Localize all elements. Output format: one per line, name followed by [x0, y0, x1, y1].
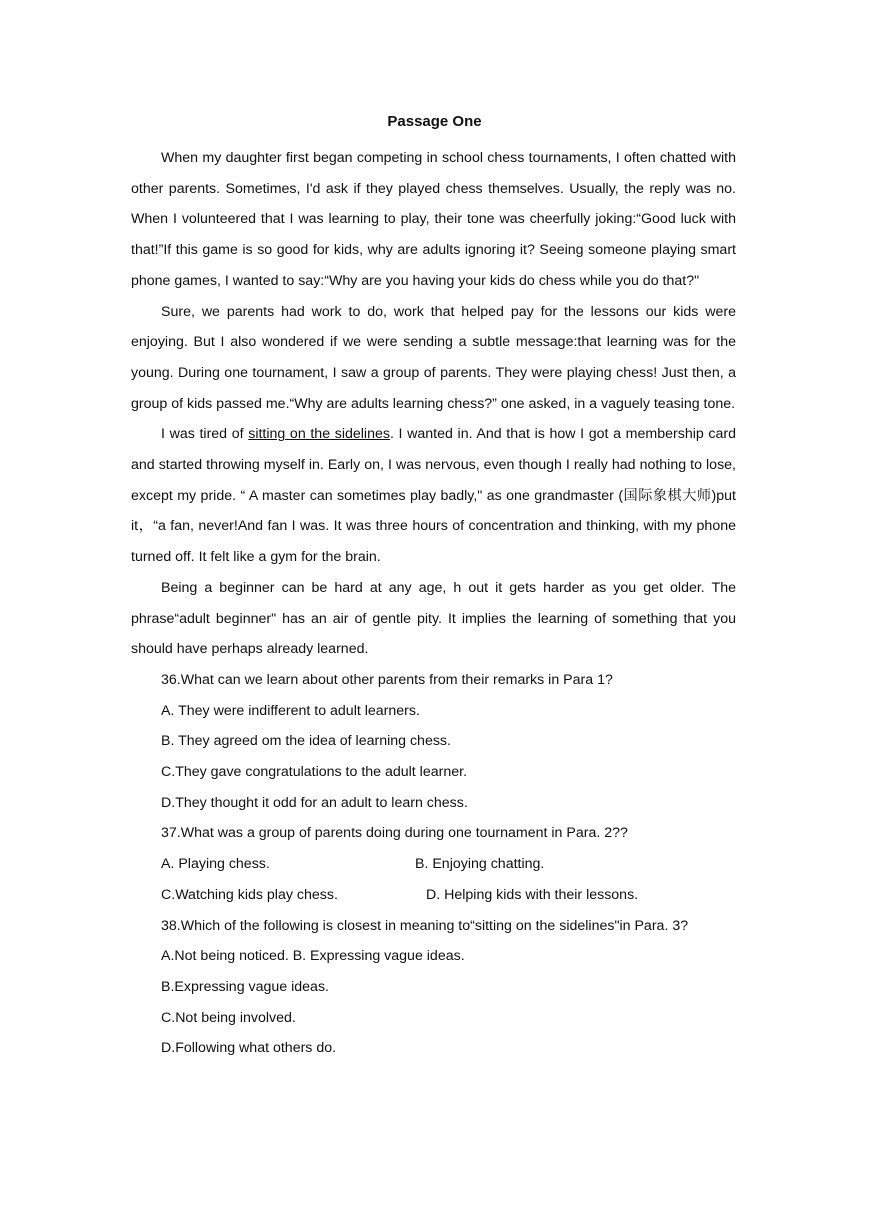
paragraph-1: When my daughter first began competing in school chess tournaments, I often chatted with other parents. Sometimes, I'd ask if they played chess themselves. Usually, the reply was no. When I volunteered that I was learning to play, their tone was cheerfully joking:“Good luck with that!”If this game is so good for kids, why are adults ignoring it? Seeing someone playing smart phone games, I wanted to say:“Why are you having your kids do chess while you do that?"	[131, 150, 736, 289]
question-37-options-row-1	[131, 849, 736, 880]
paragraph-4: Being a beginner can be hard at any age, h out it gets harder as you get older. The phrase“adult beginner" has an air of gentle pity. It implies the learning of something that you should have perhaps already learned.	[131, 579, 736, 658]
question-38-option-c: C.Not being involved.	[161, 1009, 296, 1026]
question-37-option-d: D. Helping kids with their lessons.	[426, 886, 639, 903]
passage-title: Passage One	[387, 113, 482, 130]
question-36-option-d: D.They thought it odd for an adult to learn chess.	[161, 794, 468, 811]
question-36-option-b: B. They agreed om the idea of learning chess.	[161, 733, 451, 750]
paragraph-2: Sure, we parents had work to do, work that helped pay for the lessons our kids were enjoying. But I also wondered if we were sending a subtle message:that learning was for the young. During one tournament, I saw a group of parents. They were playing chess! Just then, a group of kids passed me.“Why are adults learning chess?” one asked, in a vaguely teasing tone.	[131, 303, 736, 412]
question-36-option-c: C.They gave congratulations to the adult learner.	[161, 764, 468, 781]
question-38-option-a: A.Not being noticed. B. Expressing vague ideas.	[161, 948, 465, 965]
question-37-option-a: A. Playing chess.	[161, 856, 270, 873]
question-36-stem: 36.What can we learn about other parents from their remarks in Para 1?	[161, 671, 613, 688]
paragraph-3	[131, 419, 736, 573]
question-37-option-b: B. Enjoying chatting.	[415, 856, 545, 873]
paragraph-3-before: I was tired of	[161, 426, 249, 443]
question-37-options-row-2	[131, 880, 736, 911]
question-37	[131, 818, 736, 910]
paragraph-3-after: . I wanted in. And that is how I got a membership card and started throwing myself in. Early on, I was nervous, even though I really had nothing to lose, except my pride. “ A master can sometimes play badly," as one grandmaster (国际象棋大师)put it，“a fan, never!And fan I was. It was three hours of concentration and thinking, with my phone turned off. It felt like a gym for the brain.	[131, 426, 736, 566]
passage-body	[131, 143, 736, 1064]
question-38-option-d: D.Following what others do.	[161, 1040, 337, 1057]
question-36-option-a: A. They were indifferent to adult learners.	[161, 702, 420, 719]
question-36	[131, 665, 736, 819]
underlined-phrase: sitting on the sidelines	[248, 426, 390, 443]
question-38	[131, 911, 736, 1065]
question-37-option-c: C.Watching kids play chess.	[161, 886, 338, 903]
question-37-stem: 37.What was a group of parents doing during one tournament in Para. 2??	[161, 825, 628, 842]
question-38-option-b: B.Expressing vague ideas.	[161, 978, 329, 995]
question-38-stem: 38.Which of the following is closest in meaning to“sitting on the sidelines"in Para. 3?	[161, 917, 689, 934]
